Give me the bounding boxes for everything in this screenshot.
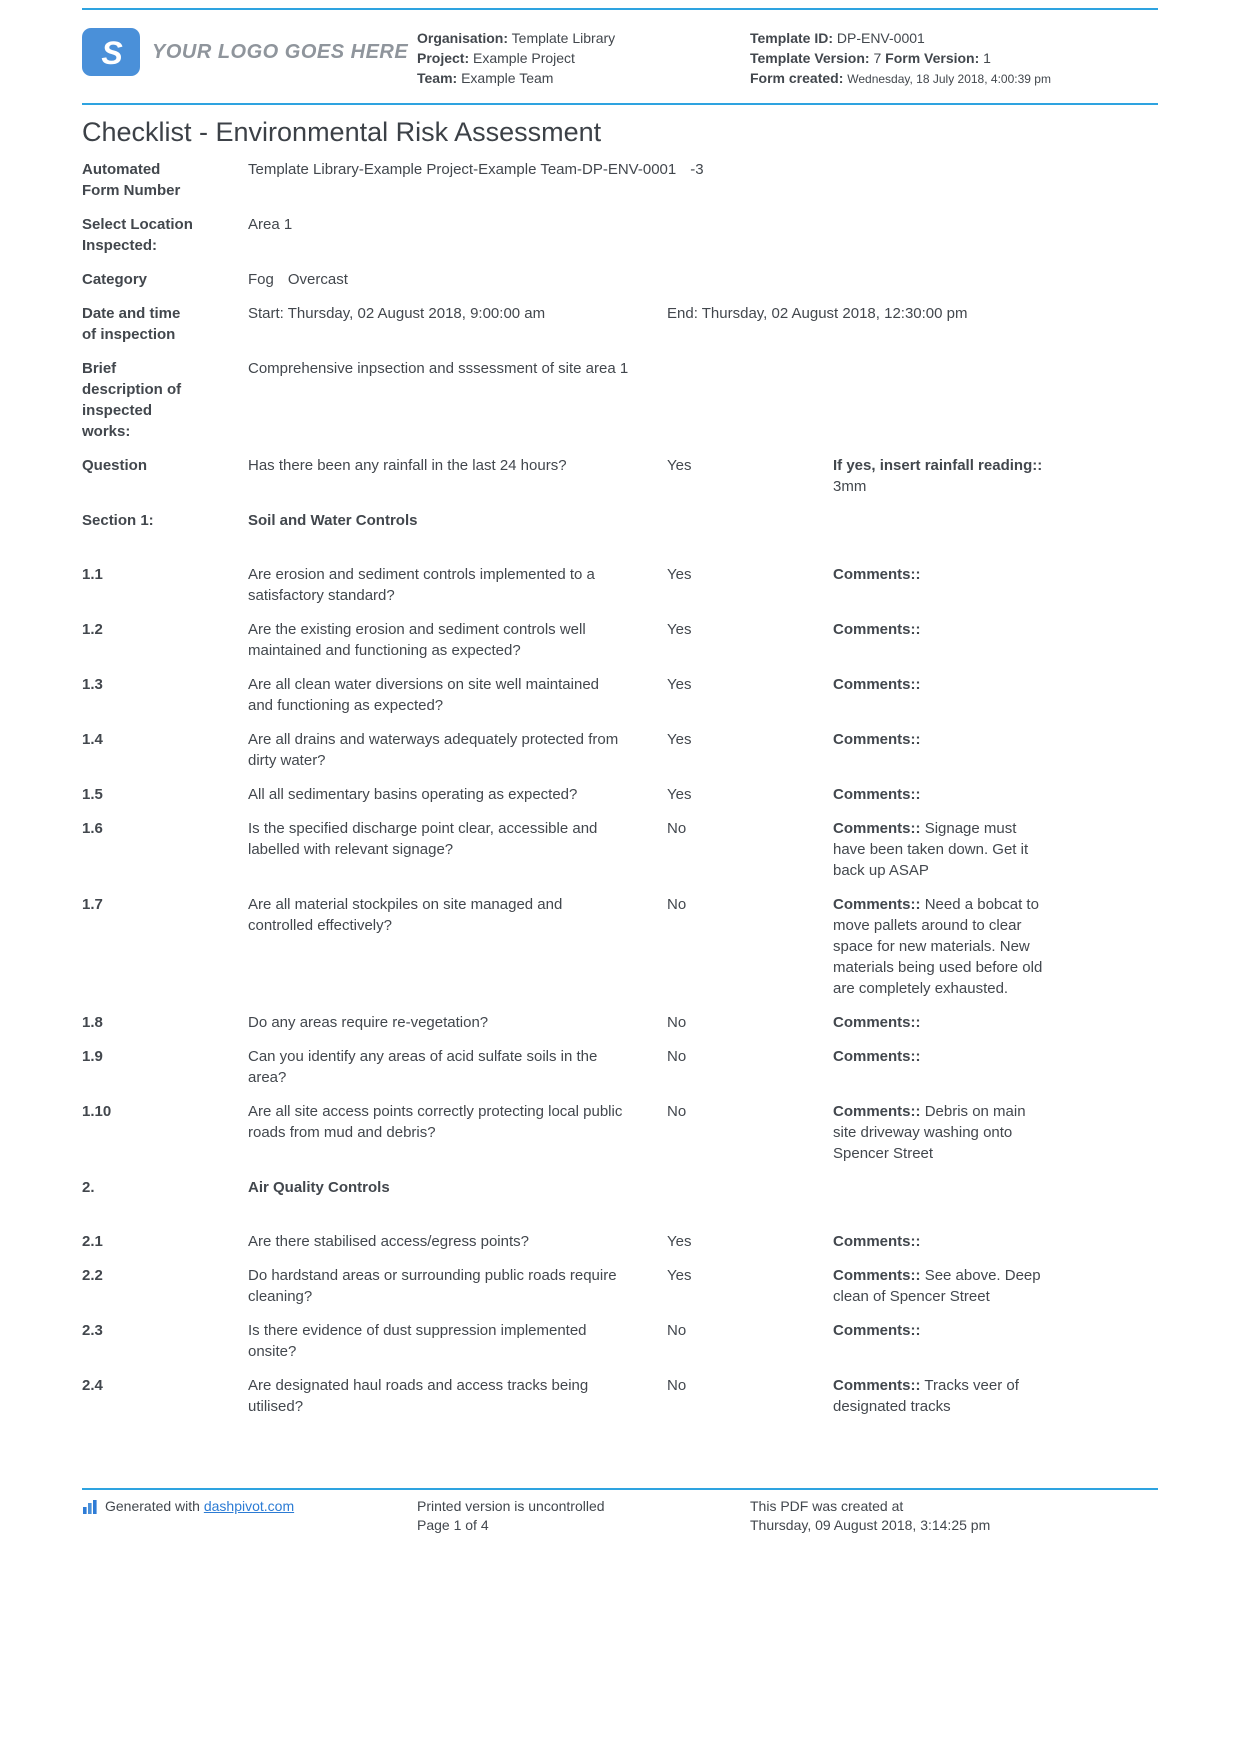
checklist-item-row	[82, 674, 1158, 716]
organisation-line	[417, 28, 736, 48]
category-value-1: Fog	[248, 271, 274, 288]
item-number: 1.8	[82, 1014, 103, 1031]
category-value-2: Overcast	[287, 271, 348, 288]
checklist-item-row	[82, 619, 1158, 661]
top-rule	[82, 8, 1158, 10]
item-number: 1.7	[82, 896, 103, 913]
item-answer: Yes	[667, 786, 692, 803]
checklist	[82, 510, 1158, 1417]
page-info: Page 1 of 4	[417, 1517, 489, 1533]
checklist-item-row	[82, 1320, 1158, 1362]
team-value: Example Team	[461, 70, 554, 86]
dashpivot-link[interactable]: dashpivot.com	[203, 1498, 295, 1514]
item-question: Do any areas require re-vegetation?	[248, 1014, 489, 1031]
checklist-item-row	[82, 1265, 1158, 1307]
form-row-inspection-time	[82, 303, 1158, 345]
item-number: 1.5	[82, 786, 103, 803]
inspection-start-value: Start: Thursday, 02 August 2018, 9:00:00 am	[248, 305, 546, 322]
item-comments-label: Comments::	[833, 1233, 921, 1250]
item-number: 1.4	[82, 731, 103, 748]
automated-form-number-label: Automated Form Number	[82, 161, 181, 199]
template-id-value: DP-ENV-0001	[836, 30, 925, 46]
checklist-item-row	[82, 818, 1158, 881]
checklist-section-row	[82, 1177, 1158, 1198]
checklist-section-row	[82, 510, 1158, 531]
header-divider	[82, 103, 1158, 105]
project-label: Project:	[417, 50, 470, 66]
item-number: 1.6	[82, 820, 103, 837]
item-answer: Yes	[667, 676, 692, 693]
section-number: Section 1:	[82, 512, 154, 529]
item-comment-text: Signage must have been taken down. Get it back up ASAP	[833, 820, 1029, 879]
question-text: Has there been any rainfall in the last 24 hours?	[248, 457, 567, 474]
item-comment-text: See above. Deep clean of Spencer Street	[833, 1267, 1041, 1305]
item-answer: No	[667, 1377, 687, 1394]
form-created-label: Form created:	[750, 70, 844, 86]
category-label: Category	[82, 271, 148, 288]
page-title: Checklist - Environmental Risk Assessment	[82, 117, 602, 147]
item-comments-label: Comments::	[833, 786, 921, 803]
team-line	[417, 68, 736, 88]
item-comments-label: Comments::	[833, 896, 921, 913]
printed-note: Printed version is uncontrolled	[417, 1498, 605, 1514]
item-number: 1.3	[82, 676, 103, 693]
footer-created-block	[750, 1497, 1158, 1535]
item-comments-label: Comments::	[833, 566, 921, 583]
item-answer: Yes	[667, 621, 692, 638]
question-label: Question	[82, 457, 148, 474]
location-label: Select Location Inspected:	[82, 216, 193, 254]
item-number: 2.4	[82, 1377, 103, 1394]
automated-form-number-suffix: -3	[690, 161, 704, 178]
header	[82, 28, 1158, 89]
checklist-item-row	[82, 1375, 1158, 1417]
item-comments-label: Comments::	[833, 621, 921, 638]
organisation-value: Template Library	[511, 30, 616, 46]
item-comments-label: Comments::	[833, 676, 921, 693]
form-created-value: Wednesday, 18 July 2018, 4:00:39 pm	[847, 72, 1051, 86]
form-row-description	[82, 358, 1158, 442]
item-answer: No	[667, 1103, 687, 1120]
item-number: 1.2	[82, 621, 103, 638]
item-question: Are all site access points correctly protecting local public roads from mud and debris?	[248, 1103, 623, 1141]
item-comments-label: Comments::	[833, 1048, 921, 1065]
item-comment-text: Need a bobcat to move pallets around to clear space for new materials. New materials being used before old are completely exhausted.	[833, 896, 1043, 997]
description-value: Comprehensive inpsection and sssessment of site area 1	[248, 360, 629, 377]
item-number: 2.2	[82, 1267, 103, 1284]
footer-printed-block	[417, 1497, 750, 1535]
item-question: Is the specified discharge point clear, accessible and labelled with relevant signage?	[248, 820, 598, 858]
checklist-item-row	[82, 729, 1158, 771]
team-label: Team:	[417, 70, 458, 86]
pdf-created-label: This PDF was created at	[750, 1498, 904, 1514]
checklist-item-row	[82, 894, 1158, 999]
item-answer: Yes	[667, 1267, 692, 1284]
form-meta	[82, 159, 1158, 497]
item-answer: Yes	[667, 566, 692, 583]
pdf-created-value: Thursday, 09 August 2018, 3:14:25 pm	[750, 1517, 991, 1533]
item-number: 1.1	[82, 566, 103, 583]
inspection-time-label: Date and time of inspection	[82, 305, 181, 343]
item-question: Are there stabilised access/egress points?	[248, 1233, 529, 1250]
template-id-label: Template ID:	[750, 30, 833, 46]
logo-placeholder-text: YOUR LOGO GOES HERE	[152, 40, 409, 63]
item-number: 1.10	[82, 1103, 112, 1120]
item-answer: No	[667, 896, 687, 913]
template-version-label: Template Version:	[750, 50, 870, 66]
item-question: Do hardstand areas or surrounding public roads require cleaning?	[248, 1267, 617, 1305]
item-number: 2.1	[82, 1233, 103, 1250]
form-row-category	[82, 269, 1158, 290]
company-logo-icon	[82, 28, 140, 76]
template-version-line	[750, 48, 1144, 68]
header-organisation-block	[417, 28, 750, 88]
logo-block	[82, 28, 417, 76]
item-comment-text: Debris on main site driveway washing onto Spencer Street	[833, 1103, 1026, 1162]
item-comment-text: Tracks veer of designated tracks	[833, 1377, 1019, 1415]
item-comments-label: Comments::	[833, 1377, 921, 1394]
item-answer: No	[667, 820, 687, 837]
automated-form-number-value: Template Library-Example Project-Example Team-DP-ENV-0001	[248, 161, 677, 178]
section-heading: Soil and Water Controls	[248, 512, 418, 529]
rainfall-note-value: 3mm	[833, 478, 867, 495]
item-question: Are all drains and waterways adequately protected from dirty water?	[248, 731, 619, 769]
section-heading: Air Quality Controls	[248, 1179, 390, 1196]
form-version-label: Form Version:	[885, 50, 980, 66]
form-row-location	[82, 214, 1158, 256]
item-comments-label: Comments::	[833, 1014, 921, 1031]
organisation-label: Organisation:	[417, 30, 509, 46]
section-number: 2.	[82, 1179, 95, 1196]
form-version-value: 1	[983, 50, 991, 66]
footer-generated	[82, 1497, 417, 1535]
item-answer: Yes	[667, 1233, 692, 1250]
form-row-question	[82, 455, 1158, 497]
item-answer: Yes	[667, 731, 692, 748]
item-answer: No	[667, 1322, 687, 1339]
rainfall-note-label: If yes, insert rainfall reading::	[833, 457, 1043, 474]
generated-with-text: Generated with	[105, 1498, 200, 1514]
checklist-item-row	[82, 564, 1158, 606]
location-value: Area 1	[248, 216, 293, 233]
item-comments-label: Comments::	[833, 731, 921, 748]
item-comments-label: Comments::	[833, 1267, 921, 1284]
dashpivot-logo-icon	[82, 1499, 98, 1515]
item-question: Are the existing erosion and sediment controls well maintained and functioning as expected?	[248, 621, 586, 659]
form-row-automated-number	[82, 159, 1158, 201]
item-number: 2.3	[82, 1322, 103, 1339]
form-created-line	[750, 68, 1144, 89]
footer	[82, 1488, 1158, 1535]
item-question: Are all clean water diversions on site well maintained and functioning as expected?	[248, 676, 600, 714]
checklist-item-row	[82, 1046, 1158, 1088]
item-question: All all sedimentary basins operating as expected?	[248, 786, 578, 803]
item-question: Are erosion and sediment controls implemented to a satisfactory standard?	[248, 566, 595, 604]
checklist-item-row	[82, 1101, 1158, 1164]
description-label: Brief description of inspected works:	[82, 360, 182, 440]
project-value: Example Project	[473, 50, 575, 66]
item-comments-label: Comments::	[833, 1322, 921, 1339]
checklist-item-row	[82, 784, 1158, 805]
item-answer: No	[667, 1048, 687, 1065]
inspection-end-value: End: Thursday, 02 August 2018, 12:30:00 pm	[667, 305, 968, 322]
item-question: Is there evidence of dust suppression implemented onsite?	[248, 1322, 587, 1360]
project-line	[417, 48, 736, 68]
item-comments-label: Comments::	[833, 1103, 921, 1120]
item-comments-label: Comments::	[833, 820, 921, 837]
item-question: Can you identify any areas of acid sulfate soils in the area?	[248, 1048, 598, 1086]
item-question: Are all material stockpiles on site managed and controlled effectively?	[248, 896, 563, 934]
template-id-line	[750, 28, 1144, 48]
template-version-value: 7	[873, 50, 882, 66]
question-answer: Yes	[667, 457, 692, 474]
header-template-block	[750, 28, 1158, 89]
item-number: 1.9	[82, 1048, 103, 1065]
checklist-item-row	[82, 1012, 1158, 1033]
item-answer: No	[667, 1014, 687, 1031]
svg-text:S: S	[101, 35, 123, 71]
item-question: Are designated haul roads and access tracks being utilised?	[248, 1377, 589, 1415]
checklist-item-row	[82, 1231, 1158, 1252]
